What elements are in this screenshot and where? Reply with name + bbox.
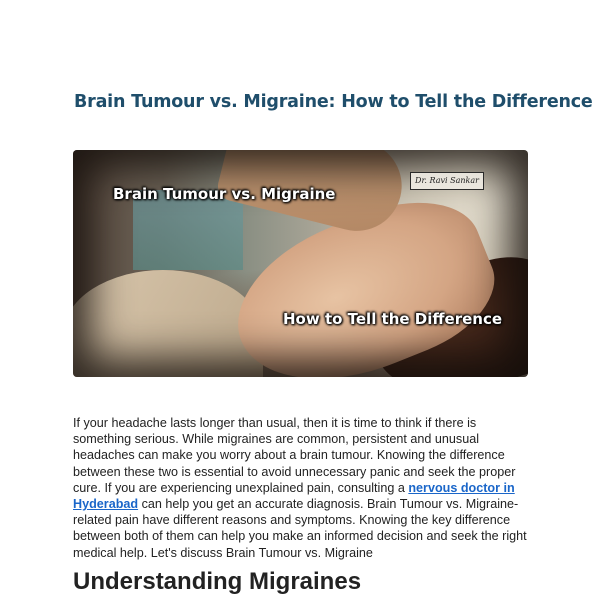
article-title: Brain Tumour vs. Migraine: How to Tell the Difference bbox=[74, 92, 593, 112]
section-heading: Understanding Migraines bbox=[73, 568, 362, 595]
nervous-doctor-link[interactable]: nervous doctor in Hyderabad bbox=[73, 480, 515, 512]
intro-text-part2: can help you get an accurate diagnosis. Brain Tumour vs. Migraine-related pain have different reasons and symptoms. Knowing the key difference between both of them can help you make an informed decision and seek the right medical help. Let's discuss Brain Tumour vs. Migraine bbox=[73, 497, 527, 560]
hero-logo: Dr. Ravi Sankar bbox=[410, 172, 484, 190]
hero-caption-top: Brain Tumour vs. Migraine bbox=[113, 185, 336, 203]
intro-text-part1: If your headache lasts longer than usual, then it is time to think if there is something serious. While migraines are common, persistent and unusual headaches can make you worry about a brain tumour. Knowing the difference between these two is essential to avoid unnecessary panic and seek the proper cure. If you are experiencing unexplained pain, consulting a bbox=[73, 416, 516, 495]
intro-paragraph bbox=[73, 415, 528, 561]
hero-image bbox=[73, 150, 528, 377]
hero-sweater bbox=[73, 270, 263, 377]
hero-caption-bottom: How to Tell the Difference bbox=[283, 310, 503, 328]
